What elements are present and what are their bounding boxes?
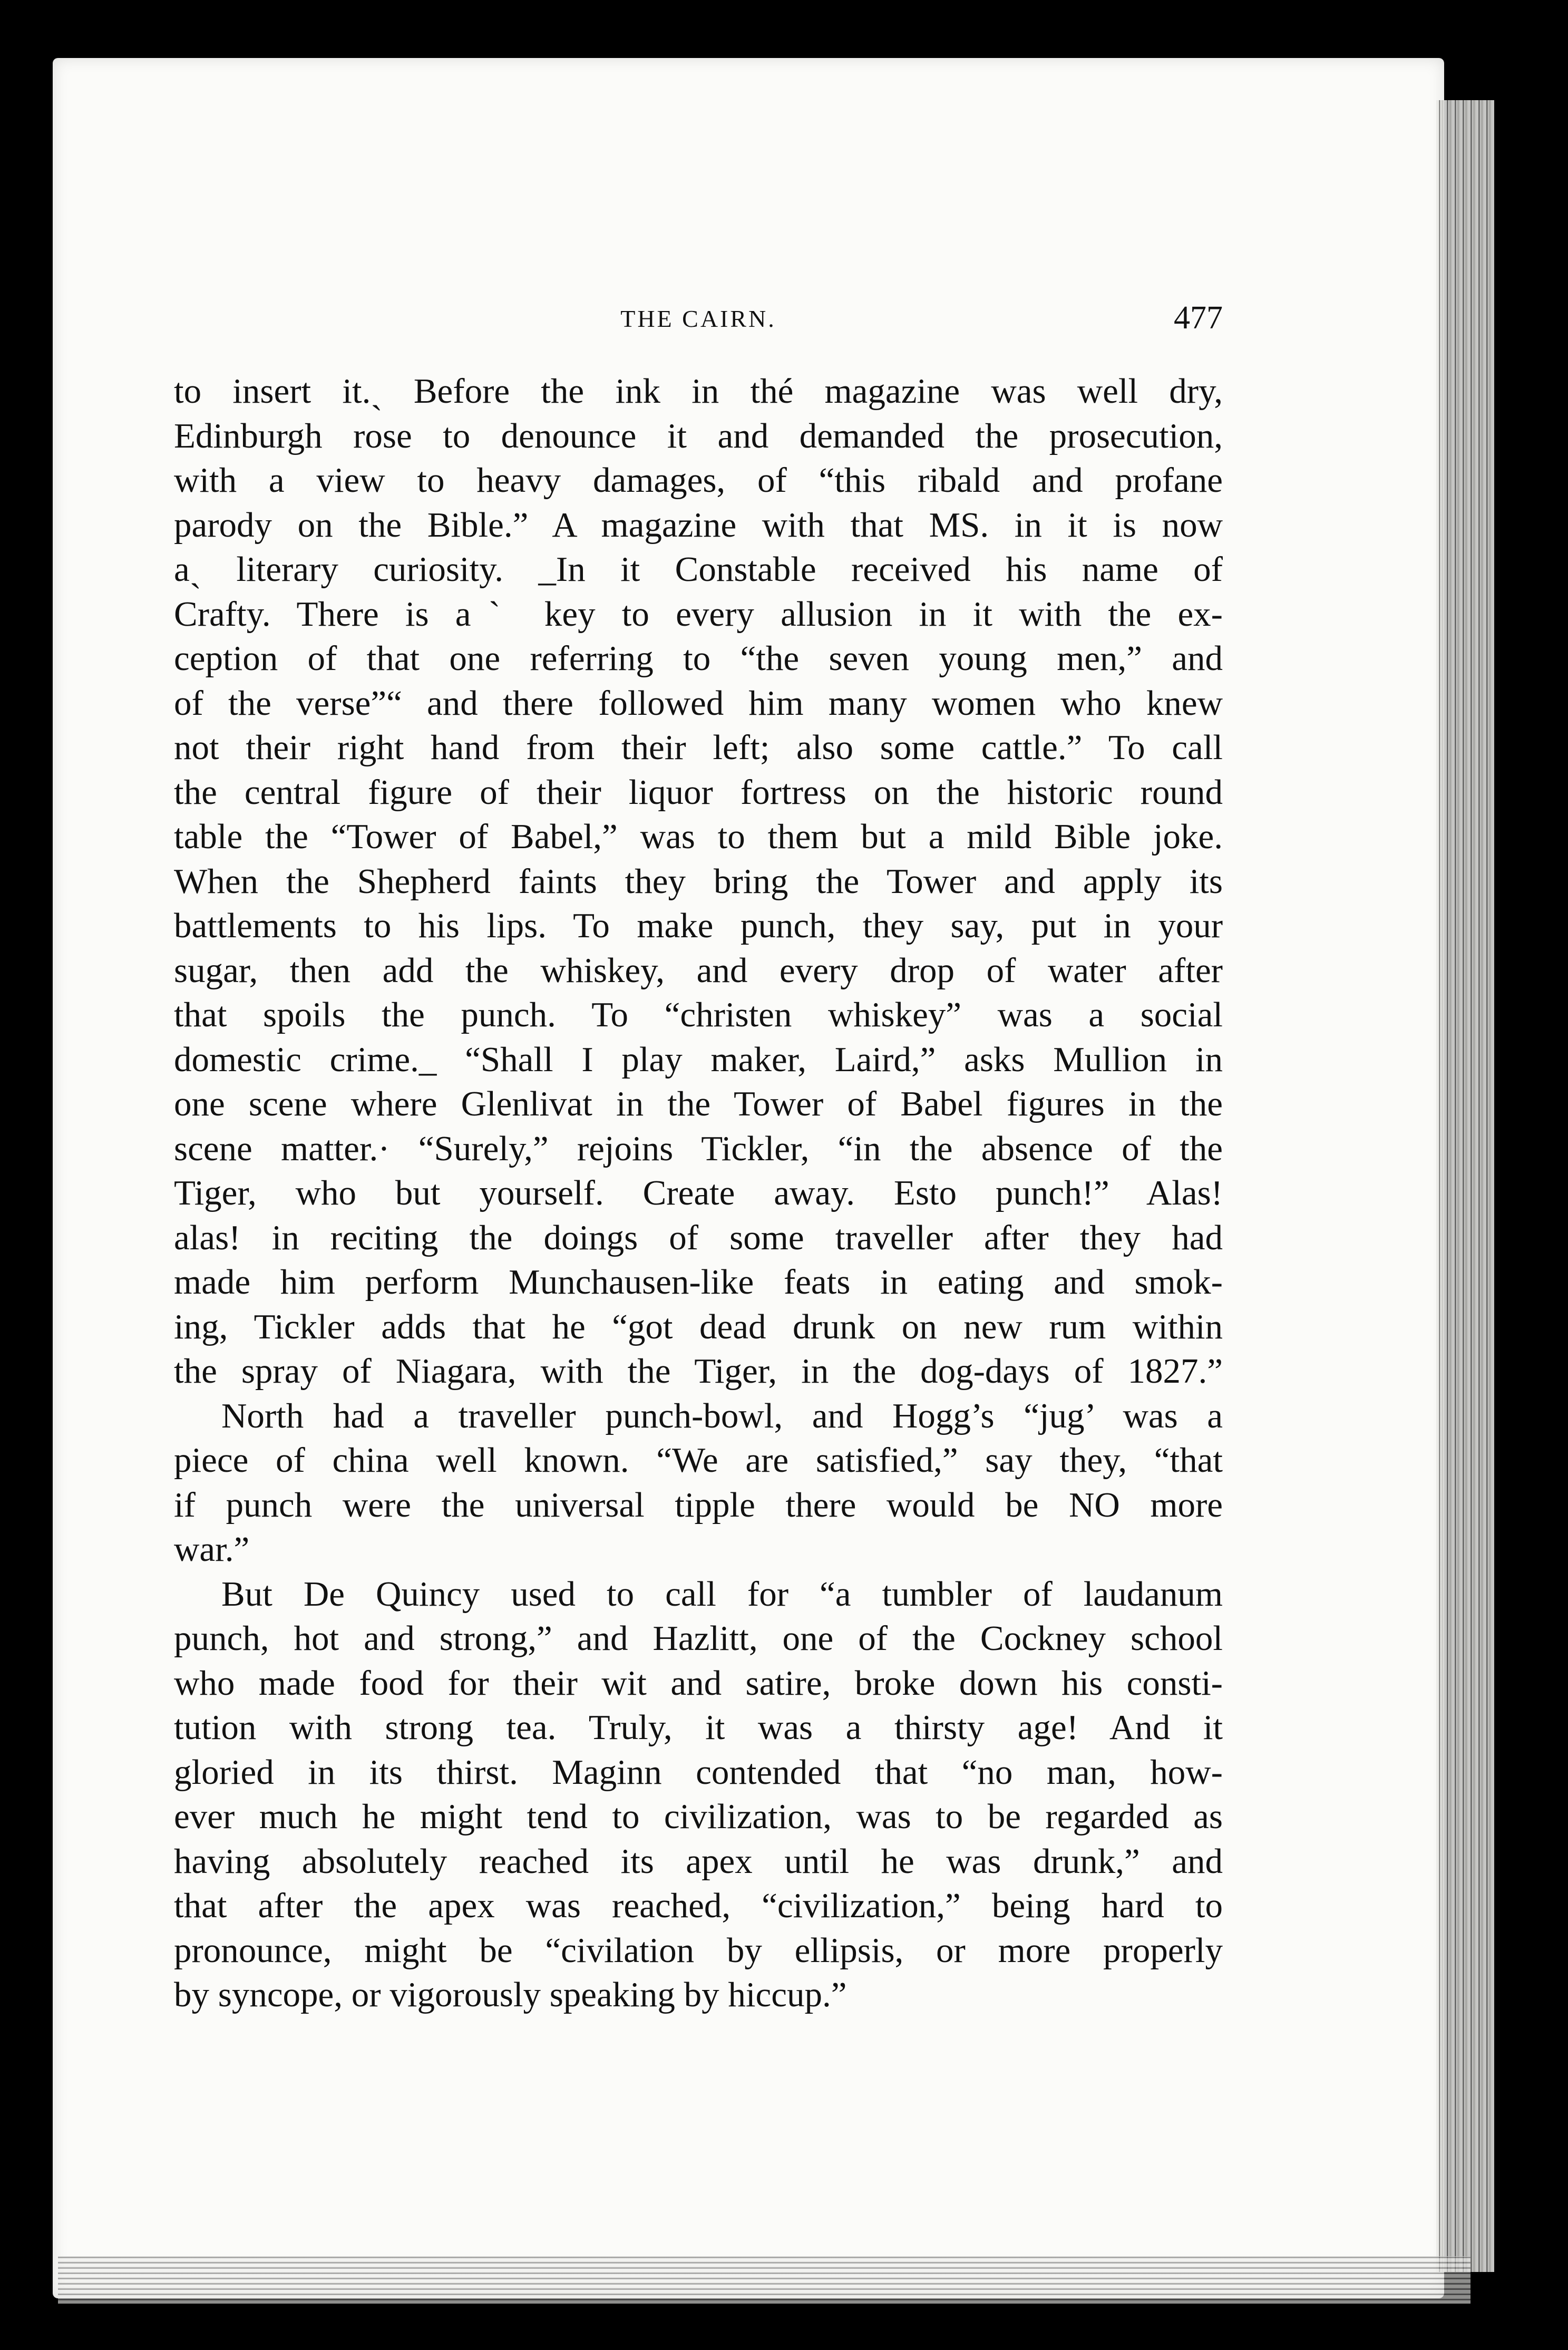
- text-line: who made food for their wit and satire, broke down his consti-: [174, 1663, 1223, 1703]
- text-line: ever much he might tend to civilization, was to be regarded as: [174, 1797, 1223, 1836]
- text-line: When the Shepherd faints they bring the Tower and apply its: [174, 861, 1223, 901]
- body-text: [174, 369, 1223, 2072]
- text-line: Edinburgh rose to denounce it and demanded the prosecution,: [174, 416, 1223, 455]
- text-line: of the verse”“ and there followed him many women who knew: [174, 683, 1223, 723]
- text-line: sugar, then add the whiskey, and every drop of water after: [174, 950, 1223, 990]
- text-line: Crafty. There is aˋ key to every allusion in it with the ex-: [174, 594, 1223, 634]
- text-line: one scene where Glenlivat in the Tower of Babel figures in the: [174, 1084, 1223, 1123]
- page-bottom-edge: [58, 2256, 1470, 2304]
- page-fore-edge: [1436, 100, 1494, 2272]
- text-line: made him perform Munchausen-like feats in eating and smok-: [174, 1263, 1223, 1302]
- text-line: Tiger, who but yourself. Create away. Esto punch!” Alas!: [174, 1173, 1223, 1212]
- text-line: the spray of Niagara, with the Tiger, in the dog-days of 1827.”: [174, 1352, 1223, 1391]
- text-line: North had a traveller punch-bowl, and Hogg’s “jug’ was a: [221, 1396, 1223, 1435]
- text-line: alas! in reciting the doings of some traveller after they had: [174, 1218, 1223, 1257]
- text-line: by syncope, or vigorously speaking by hiccup.”: [174, 1975, 847, 2014]
- text-line: ception of that one referring to “the seven young men,” and: [174, 639, 1223, 678]
- text-line: with a view to heavy damages, of “this ribald and profane: [174, 461, 1223, 500]
- text-line: tution with strong tea. Truly, it was a thirsty age! And it: [174, 1708, 1223, 1747]
- text-line: aˎ literary curiosity. _In it Constable received his name of: [174, 550, 1223, 589]
- text-line: war.”: [174, 1530, 250, 1569]
- text-line: that after the apex was reached, “civilization,” being hard to: [174, 1886, 1223, 1925]
- text-line: ing, Tickler adds that he “got dead drunk on new rum within: [174, 1307, 1223, 1346]
- text-line: But De Quincy used to call for “a tumbler of laudanum: [221, 1574, 1223, 1614]
- text-line: battlements to his lips. To make punch, they say, put in your: [174, 906, 1223, 945]
- text-line: table the “Tower of Babel,” was to them but a mild Bible joke.: [174, 817, 1223, 856]
- text-line: parody on the Bible.” A magazine with that MS. in it is now: [174, 505, 1223, 545]
- text-line: domestic crime._ “Shall I play maker, Laird,” asks Mullion in: [174, 1040, 1223, 1079]
- text-line: pronounce, might be “civilation by ellipsis, or more properly: [174, 1930, 1223, 1970]
- text-line: not their right hand from their left; also some cattle.” To call: [174, 728, 1223, 767]
- text-line: the central figure of their liquor fortress on the historic round: [174, 772, 1223, 812]
- page-number: 477: [1174, 300, 1223, 336]
- text-line: punch, hot and strong,” and Hazlitt, one of the Cockney school: [174, 1619, 1223, 1658]
- text-line: scene matter.· “Surely,” rejoins Tickler, “in the absence of the: [174, 1129, 1223, 1168]
- text-line: having absolutely reached its apex until he was drunk,” and: [174, 1841, 1223, 1881]
- text-line: to insert it.ˎ Before the ink in thé magazine was well dry,: [174, 372, 1223, 411]
- text-line: piece of china well known. “We are satisfied,” say they, “that: [174, 1441, 1223, 1480]
- running-head: THE CAIRN.: [620, 305, 776, 332]
- text-line: that spoils the punch. To “christen whiskey” was a social: [174, 995, 1223, 1034]
- text-line: gloried in its thirst. Maginn contended that “no man, how-: [174, 1752, 1223, 1792]
- text-line: if punch were the universal tipple there would be NO more: [174, 1485, 1223, 1524]
- page-header: [174, 299, 1223, 336]
